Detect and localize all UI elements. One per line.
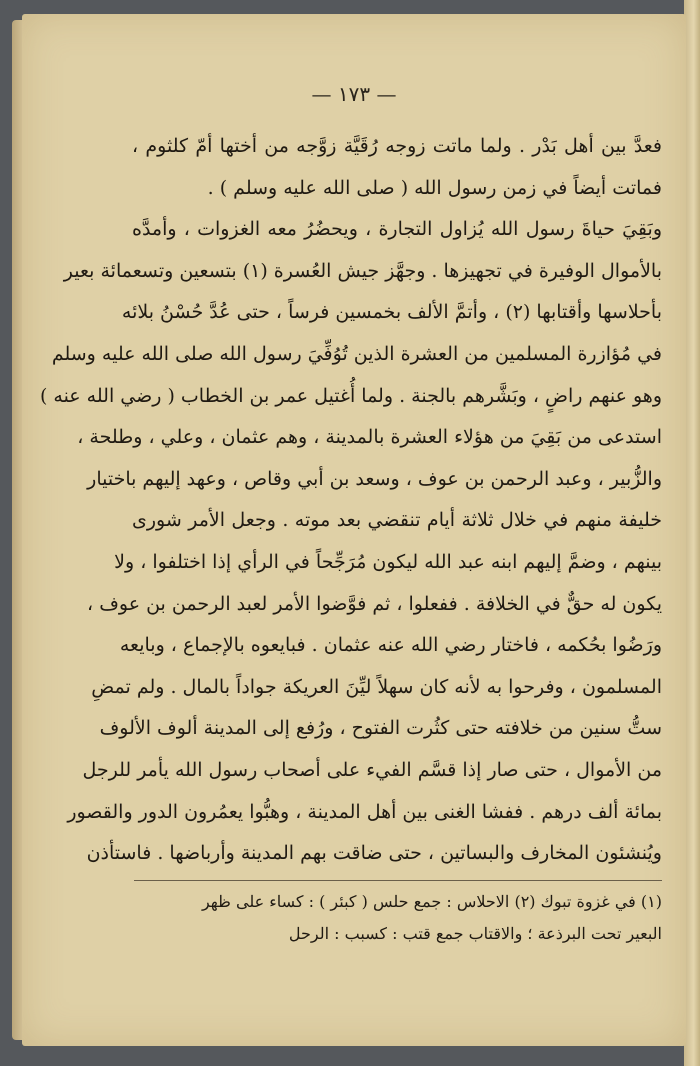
text-line: فعدَّ بين أهل بَدْر . ولما ماتت زوجه رُقَيَّة زوَّجه من أختها أمّ كلثوم ، xyxy=(132,135,662,157)
footnote-separator xyxy=(134,880,662,881)
footnote-line: البعير تحت البرذعة ؛ والاقتاب جمع قتب : كسبب : الرحل xyxy=(288,924,662,943)
text-line: ورَضُوا بحُكمه ، فاختار رضي الله عنه عثمان . فبايعوه بالإجماع ، وبايعه xyxy=(119,634,662,657)
text-line: المسلمون ، وفرحوا به لأنه كان سهلاً ليِّنَ العريكة جواداً بالمال . ولم تمضِ xyxy=(91,675,662,698)
text-line: وهو عنهم راضٍ ، وبَشَّرهم بالجنة . ولما أُغتيل عمر بن الخطاب ( رضي الله عنه ) xyxy=(39,384,662,407)
page-number: — ١٧٣ — xyxy=(311,82,397,106)
book-right-page-edge xyxy=(684,0,700,1066)
text-line: فماتت أيضاً في زمن رسول الله ( صلى الله عليه وسلم ) . xyxy=(207,176,662,199)
text-line: بمائة ألف درهم . ففشا الغنى بين أهل المدينة ، وهبُّوا يعمُرون الدور والقصور xyxy=(67,800,662,823)
text-line: يكون له حقٌّ في الخلافة . ففعلوا ، ثم فوَّضوا الأمر لعبد الرحمن بن عوف ، xyxy=(87,592,662,615)
text-line: بأحلاسها وأقتابها (٢) ، وأتمَّ الألف بخمسين فرساً ، حتى عُدَّ حُسْنُ بلائه xyxy=(121,301,662,324)
text-line: خليفة منهم في خلال ثلاثة أيام تنقضي بعد موته . وجعل الأمر شورى xyxy=(132,509,662,532)
text-line: والزُّبير ، وعبد الرحمن بن عوف ، وسعد بن أبي وقاص ، وعهد إليهم باختيار xyxy=(87,467,662,490)
text-line: بينهم ، وضمَّ إليهم ابنه عبد الله ليكون مُرَجِّحاً في الرأي إذا اختلفوا ، ولا xyxy=(114,550,662,573)
body-text xyxy=(39,126,662,875)
footnotes xyxy=(132,886,662,950)
book-page xyxy=(22,14,686,1046)
text-line: ستُّ سنين من خلافته حتى كثُرت الفتوح ، ورُفع إلى المدينة ألوف الألوف xyxy=(99,717,662,740)
text-line: ويُنشئون المخارف والبساتين ، حتى ضاقت بهم المدينة وأرباضها . فاستأذن xyxy=(86,842,662,865)
text-line: استدعى من بَقِيَ من هؤلاء العشرة بالمدينة ، وهم عثمان ، وعلي ، وطلحة ، xyxy=(77,426,662,449)
text-line: في مُؤازرة المسلمين من العشرة الذين تُوُفِّيَ رسول الله صلى الله عليه وسلم xyxy=(51,342,662,365)
footnote-line: (١) في غزوة تبوك (٢) الاحلاس : جمع حلس ( كبئر ) : كساء على ظهر xyxy=(201,892,662,911)
text-line: من الأموال ، حتى صار إذا قسَّم الفيء على أصحاب رسول الله يأمر للرجل xyxy=(82,758,662,781)
text-line: بالأموال الوفيرة في تجهيزها . وجهَّز جيش العُسرة (١) بتسعين وتسعمائة بعير xyxy=(63,259,662,282)
text-line: وبَقِيَ حياةَ رسول الله يُزاول التجارة ، ويحضُرُ معه الغزوات ، وأمدَّه xyxy=(132,218,662,241)
